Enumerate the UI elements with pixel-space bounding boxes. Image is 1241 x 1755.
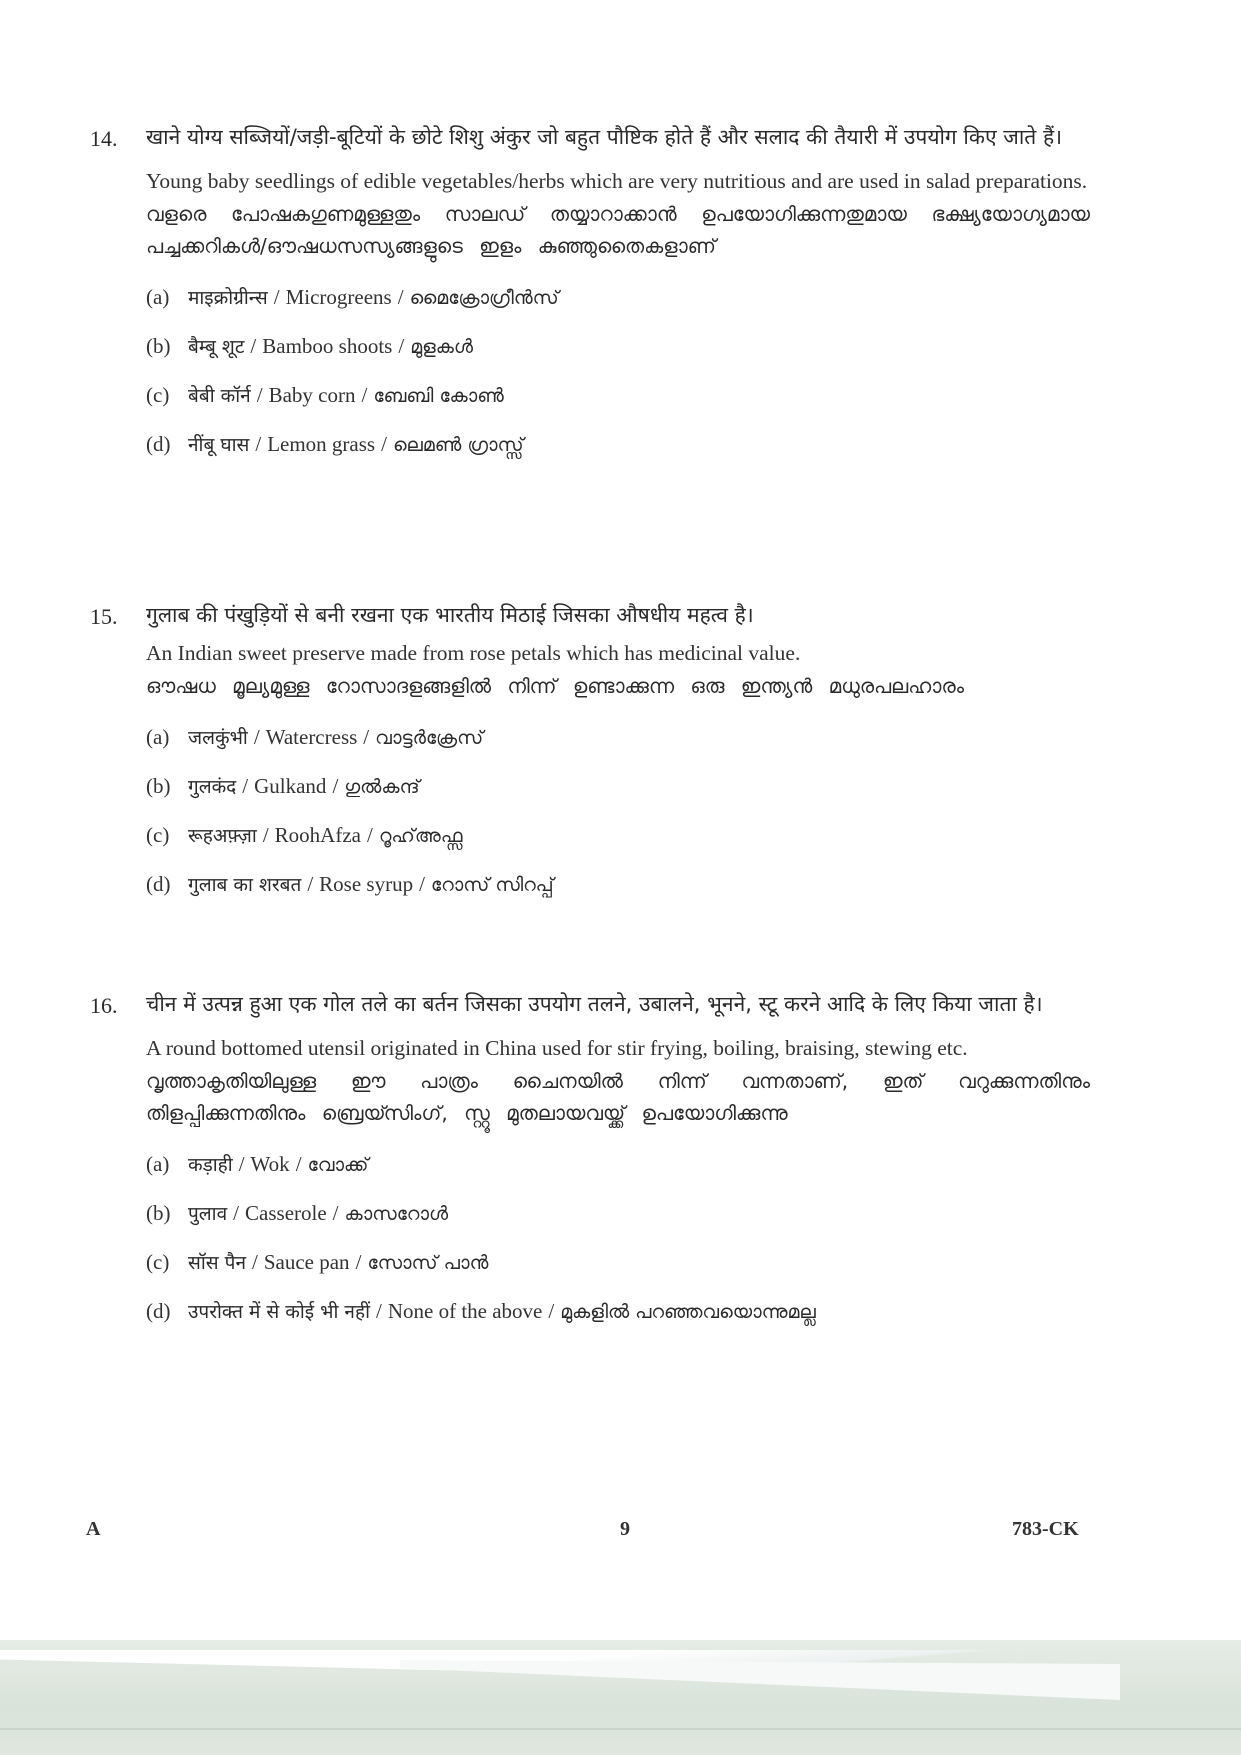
question-text-english: Young baby seedlings of edible vegetables/herbs which are very nutritious and are used in salad preparations.: [146, 169, 1088, 193]
option-hindi: जलकुंभी: [188, 727, 248, 749]
page-number: 9: [620, 1518, 630, 1540]
option-hindi: कड़ाही: [188, 1154, 233, 1176]
question-16: [90, 985, 1090, 1347]
option-english: Bamboo shoots: [262, 334, 393, 358]
option-letter: (b): [146, 1201, 171, 1225]
option-letter: (d): [146, 432, 171, 456]
option-letter: (c): [146, 823, 170, 847]
option-english: Watercress: [265, 725, 358, 749]
option-hindi: उपरोक्त में से कोई भी नहीं: [188, 1301, 370, 1323]
option-hindi: सॉस पैन: [188, 1252, 246, 1274]
option-d[interactable]: [146, 431, 1090, 480]
option-hindi: रूहअफ़्ज़ा: [188, 825, 257, 847]
option-c[interactable]: [146, 382, 1090, 431]
option-malayalam: ബേബി കോൺ: [373, 385, 504, 407]
option-b[interactable]: [146, 333, 1090, 382]
question-number: 16.: [90, 993, 118, 1018]
option-letter: (c): [146, 383, 170, 407]
separator: /: [361, 383, 368, 407]
options-list: [146, 1151, 1090, 1347]
option-english: Baby corn: [268, 383, 356, 407]
option-c[interactable]: [146, 1249, 1090, 1298]
option-hindi: माइक्रोग्रीन्स: [188, 287, 268, 309]
question-15: [90, 596, 1090, 920]
option-hindi: बेबी कॉर्न: [188, 385, 251, 407]
separator: /: [252, 1250, 258, 1274]
option-letter: (a): [146, 725, 170, 749]
separator: /: [398, 334, 405, 358]
option-malayalam: ലെമൺ ഗ്രാസ്സ്: [392, 434, 524, 456]
separator: /: [366, 823, 373, 847]
question-number: 15.: [90, 604, 118, 629]
options-list: [146, 284, 1090, 480]
question-text-english: A round bottomed utensil originated in China used for stir frying, boiling, braising, stewing etc.: [146, 1036, 968, 1060]
question-number: 14.: [90, 126, 118, 151]
series-label: A: [86, 1518, 101, 1540]
separator: /: [233, 1201, 240, 1225]
option-hindi: नींबू घास: [188, 434, 250, 456]
option-letter: (b): [146, 334, 171, 358]
option-malayalam: മൈക്രോഗ്രീൻസ്: [409, 287, 559, 309]
option-letter: (a): [146, 1152, 170, 1176]
option-malayalam: വോക്ക്: [307, 1154, 369, 1176]
option-english: Gulkand: [254, 774, 327, 798]
option-english: RoohAfza: [274, 823, 361, 847]
paper-code: 783-CK: [1012, 1518, 1079, 1540]
option-hindi: पुलाव: [188, 1203, 228, 1225]
option-malayalam: കാസറോൾ: [344, 1203, 449, 1225]
page-footer: [0, 1518, 1241, 1548]
separator: /: [255, 432, 262, 456]
separator: /: [238, 1152, 245, 1176]
separator: /: [419, 872, 425, 896]
separator: /: [256, 383, 263, 407]
option-b[interactable]: [146, 773, 1090, 822]
question-14: [90, 118, 1090, 480]
separator: /: [273, 285, 280, 309]
option-english: Wok: [250, 1152, 290, 1176]
separator: /: [332, 1201, 339, 1225]
option-letter: (c): [146, 1250, 170, 1274]
option-english: None of the above: [387, 1299, 543, 1323]
option-malayalam: റൂഹ്അഫ്സ: [378, 825, 463, 847]
option-malayalam: ഗുൽകന്ദ്: [344, 776, 420, 798]
separator: /: [332, 774, 339, 798]
question-text-malayalam: ഔഷധ മൂല്യമുള്ള റോസാദളങ്ങളിൽ നിന്ന് ഉണ്ടാക്കുന്ന ഒരു ഇന്ത്യൻ മധുരപലഹാരം: [146, 674, 965, 698]
option-c[interactable]: [146, 822, 1090, 871]
option-english: Sauce pan: [263, 1250, 350, 1274]
separator: /: [262, 823, 269, 847]
option-english: Lemon grass: [267, 432, 376, 456]
option-hindi: बैम्बू शूट: [188, 336, 245, 358]
option-english: Microgreens: [285, 285, 392, 309]
options-list: [146, 724, 1090, 920]
option-a[interactable]: [146, 724, 1090, 773]
option-a[interactable]: [146, 1151, 1090, 1200]
separator: /: [242, 774, 249, 798]
option-malayalam: വാട്ടർക്രേസ്: [375, 727, 484, 749]
option-english: Casserole: [245, 1201, 327, 1225]
option-hindi: गुलाब का शरबत: [188, 874, 302, 896]
option-letter: (b): [146, 774, 171, 798]
scanner-strip: [0, 1728, 1241, 1730]
option-english: Rose syrup: [319, 872, 414, 896]
separator: /: [250, 334, 257, 358]
separator: /: [363, 725, 370, 749]
separator: /: [355, 1250, 362, 1274]
option-d[interactable]: [146, 1298, 1090, 1347]
separator: /: [376, 1299, 382, 1323]
option-malayalam: മുകളിൽ പറഞ്ഞവയൊന്നുമല്ല: [560, 1301, 816, 1323]
question-text-hindi: गुलाब की पंखुड़ियों से बनी रखना एक भारतीय मिठाई जिसका औषधीय महत्व है।: [146, 603, 754, 627]
separator: /: [253, 725, 260, 749]
question-text-hindi: चीन में उत्पन्न हुआ एक गोल तले का बर्तन जिसका उपयोग तलने, उबालने, भूनने, स्टू करने आदि के लिए किया जाता है।: [146, 992, 1043, 1016]
separator: /: [381, 432, 387, 456]
option-letter: (d): [146, 1299, 171, 1323]
separator: /: [397, 285, 404, 309]
option-letter: (d): [146, 872, 171, 896]
question-text-hindi: खाने योग्य सब्जियों/जड़ी-बूटियों के छोटे शिशु अंकुर जो बहुत पौष्टिक होते हैं और सलाद की तैयारी में उपयोग किए जाते हैं।: [146, 125, 1063, 149]
separator: /: [307, 872, 314, 896]
separator: /: [295, 1152, 302, 1176]
option-d[interactable]: [146, 871, 1090, 920]
separator: /: [548, 1299, 555, 1323]
question-text-english: An Indian sweet preserve made from rose petals which has medicinal value.: [146, 641, 801, 665]
option-b[interactable]: [146, 1200, 1090, 1249]
question-text-malayalam: വളരെ പോഷകഗുണമുള്ളതും സാലഡ് തയ്യാറാക്കാൻ ഉപയോഗിക്കുന്നതുമായ ഭക്ഷ്യയോഗ്യമായ പച്ചക്കറികൾ/ഔഷധസസ്യങ്ങളുടെ ഇളം കുഞ്ഞുതൈകളാണ്: [146, 202, 1090, 258]
option-letter: (a): [146, 285, 170, 309]
option-hindi: गुलकंद: [188, 776, 237, 798]
option-malayalam: റോസ് സിറപ്പ്: [430, 874, 554, 896]
option-a[interactable]: [146, 284, 1090, 333]
option-malayalam: സോസ് പാൻ: [367, 1252, 489, 1274]
question-text-malayalam: വൃത്താകൃതിയിലുള്ള ഈ പാത്രം ചൈനയിൽ നിന്ന് വന്നതാണ്, ഇത് വറുക്കുന്നതിനും തിളപ്പിക്കുന്നതിനും ബ്രെയ്സിംഗ്, സ്റ്റൂ മുതലായവയ്ക്ക് ഉപയോഗിക്കുന്നു: [146, 1069, 1090, 1125]
option-malayalam: മുളകൾ: [410, 336, 473, 358]
